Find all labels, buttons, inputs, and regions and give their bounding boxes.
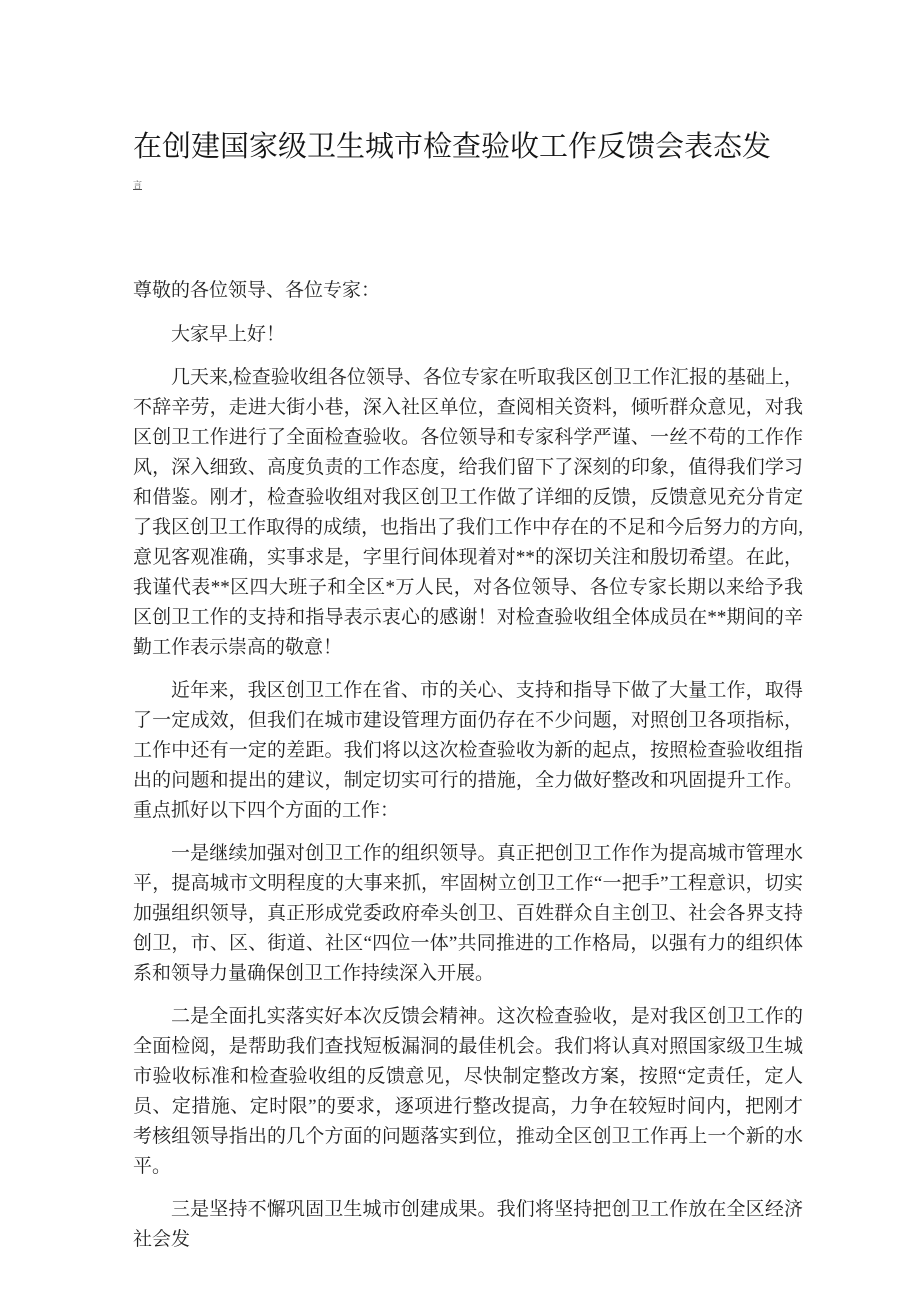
document-body xyxy=(133,131,803,1255)
opening-line: 大家早上好！ xyxy=(171,324,286,345)
paragraph-recent-work: 近年来，我区创卫工作在省、市的关心、支持和指导下做了大量工作，取得了一定成效，但我们在城市建设管理方面仍存在不少问题，对照创卫各项指标，工作中还有一定的差距。我们将以这次检查验收为新的起点，按照检查验收组指出的问题和提出的建议，制定切实可行的措施，全力做好整改和巩固提升工作。重点抓好以下四个方面的工作： xyxy=(133,680,803,821)
salutation-line: 尊敬的各位领导、各位专家： xyxy=(133,280,381,301)
document-title: 在创建国家级卫生城市检查验收工作反馈会表态发 xyxy=(133,131,772,163)
title-overflow-fragment: 言 xyxy=(133,180,143,190)
paragraph-point-one: 一是继续加强对创卫工作的组织领导。真正把创卫工作作为提高城市管理水平，提高城市文明程度的大事来抓，牢固树立创卫工作“一把手”工程意识，切实加强组织领导，真正形成党委政府牵头创卫、百姓群众自主创卫、社会各界支持创卫，市、区、街道、社区“四位一体”共同推进的工作格局，以强有力的组织体系和领导力量确保创卫工作持续深入开展。 xyxy=(133,843,803,984)
paragraph-point-three-truncated: 三是坚持不懈巩固卫生城市创建成果。我们将坚持把创卫工作放在全区经济社会发 xyxy=(133,1199,803,1250)
paragraph-point-two: 二是全面扎实落实好本次反馈会精神。这次检查验收，是对我区创卫工作的全面检阅，是帮助我们查找短板漏洞的最佳机会。我们将认真对照国家级卫生城市验收标准和检查验收组的反馈意见，尽快制定整改方案，按照“定责任，定人员、定措施、定时限”的要求，逐项进行整改提高，力争在较短时间内，把刚才考核组领导指出的几个方面的问题落实到位，推动全区创卫工作再上一个新的水平。 xyxy=(133,1006,803,1177)
paragraph-overview: 几天来,检查验收组各位领导、各位专家在听取我区创卫工作汇报的基础上，不辞辛劳，走进大街小巷，深入社区单位，查阅相关资料，倾听群众意见，对我区创卫工作进行了全面检查验收。各位领导和专家科学严谨、一丝不苟的工作作风，深入细致、高度负责的工作态度，给我们留下了深刻的印象，值得我们学习和借鉴。刚才，检查验收组对我区创卫工作做了详细的反馈，反馈意见充分肯定了我区创卫工作取得的成绩，也指出了我们工作中存在的不足和今后努力的方向,意见客观准确，实事求是，字里行间体现着对**的深切关注和殷切希望。在此，我谨代表**区四大班子和全区*万人民，对各位领导、各位专家长期以来给予我区创卫工作的支持和指导表示衷心的感谢！对检查验收组全体成员在**期间的辛勤工作表示崇高的敬意！ xyxy=(133,367,803,658)
